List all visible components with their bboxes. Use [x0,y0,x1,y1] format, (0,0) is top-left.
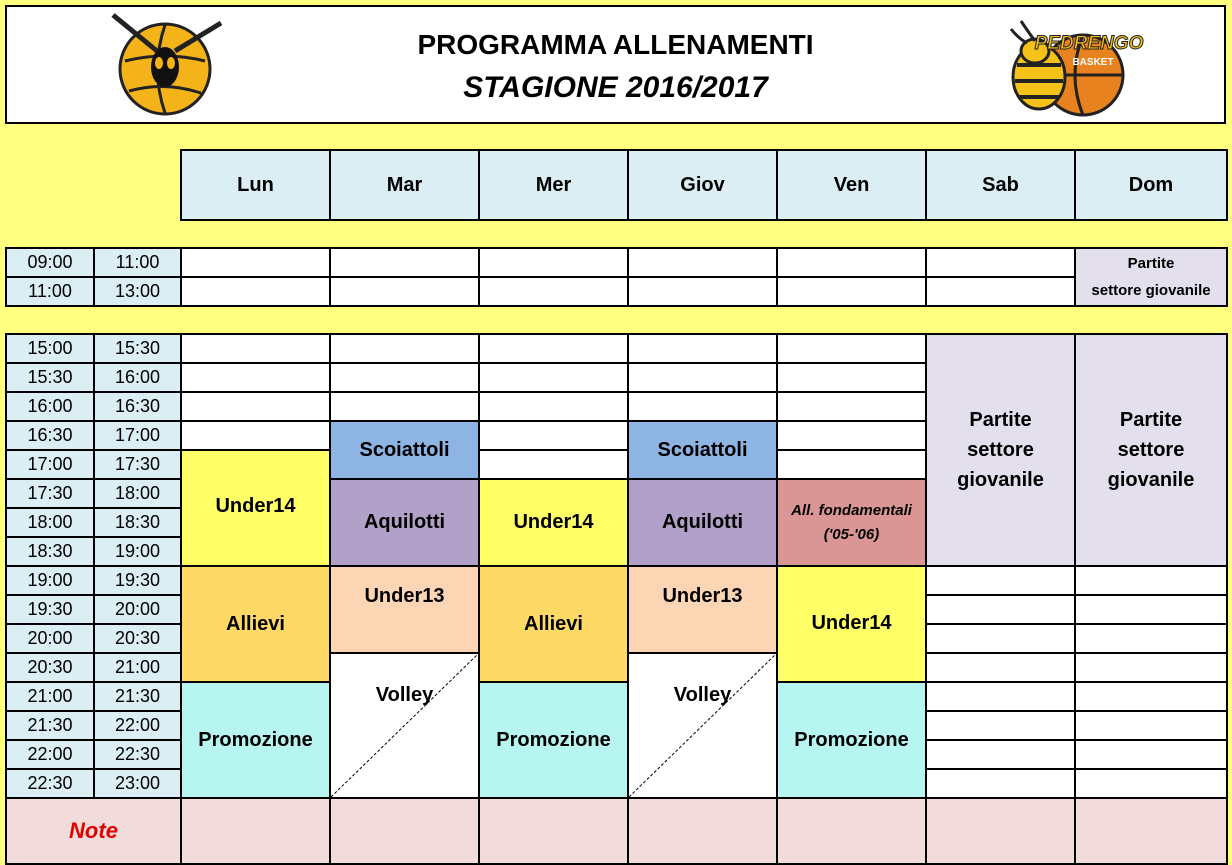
sunday-games [1075,334,1227,566]
volley-label: Volley [375,684,434,706]
tuesday-aquilotti: Aquilotti [330,479,479,566]
games-line2: settore [967,439,1034,461]
monday-under14: Under14 [181,450,330,566]
time-start: 09:00 [6,248,94,277]
time-end: 20:30 [94,624,181,653]
empty-cell [926,653,1075,682]
empty-cell [1075,769,1227,798]
time-end: 11:00 [94,248,181,277]
empty-cell [181,421,330,450]
time-end: 22:00 [94,711,181,740]
empty-cell [777,392,926,421]
days-header [180,149,1228,221]
wednesday-allievi: Allievi [479,566,628,682]
day-header-monday: Lun [181,150,330,220]
monday-promozione: Promozione [181,682,330,798]
empty-cell [777,450,926,479]
empty-cell [181,334,330,363]
games-line2: settore [1117,439,1185,461]
empty-cell [628,277,777,306]
wednesday-promozione: Promozione [479,682,628,798]
empty-cell [330,277,479,306]
empty-cell [479,248,628,277]
wednesday-under14: Under14 [479,479,628,566]
empty-cell [628,248,777,277]
thursday-aquilotti: Aquilotti [628,479,777,566]
time-end: 16:30 [94,392,181,421]
note-cell-tuesday[interactable] [330,798,479,864]
empty-cell [926,277,1075,306]
empty-cell [926,740,1075,769]
time-start: 22:00 [6,740,94,769]
time-end: 20:00 [94,595,181,624]
empty-cell [926,624,1075,653]
time-start: 16:30 [6,421,94,450]
empty-cell [1075,624,1227,653]
day-header-wednesday: Mer [479,150,628,220]
fondamentali-line2: ('05-'06) [823,525,880,543]
empty-cell [628,334,777,363]
saturday-games [926,334,1075,566]
time-start: 21:00 [6,682,94,711]
empty-cell [926,769,1075,798]
diagonal-strike [629,654,776,797]
empty-cell [1075,653,1227,682]
empty-cell [926,595,1075,624]
fondamentali-line1: All. fondamentali [791,501,912,519]
time-start: 16:00 [6,392,94,421]
time-end: 19:00 [94,537,181,566]
empty-cell [181,277,330,306]
empty-cell [1075,711,1227,740]
empty-cell [1075,682,1227,711]
time-start: 18:00 [6,508,94,537]
empty-cell [330,363,479,392]
time-start: 19:00 [6,566,94,595]
day-header-saturday: Sab [926,150,1075,220]
day-header-tuesday: Mar [330,150,479,220]
time-end: 16:00 [94,363,181,392]
tuesday-under13: Under13 [330,566,479,653]
empty-cell [926,682,1075,711]
monday-allievi: Allievi [181,566,330,682]
time-end: 17:30 [94,450,181,479]
games-line3: giovanile [957,469,1044,491]
day-header-friday: Ven [777,150,926,220]
header-banner [5,5,1226,124]
empty-cell [479,421,628,450]
empty-cell [181,392,330,421]
time-start: 20:30 [6,653,94,682]
day-header-sunday: Dom [1075,150,1227,220]
empty-cell [181,248,330,277]
season-subtitle: STAGIONE 2016/2017 [463,71,768,104]
games-label-line2: settore giovanile [1091,282,1211,299]
empty-cell [926,566,1075,595]
empty-cell [479,363,628,392]
empty-cell [628,392,777,421]
time-start: 20:00 [6,624,94,653]
empty-cell [479,392,628,421]
note-cell-wednesday[interactable] [479,798,628,864]
games-line1: Partite [1119,409,1183,431]
games-line3: giovanile [1107,469,1195,491]
empty-cell [1075,595,1227,624]
empty-cell [926,248,1075,277]
time-end: 22:30 [94,740,181,769]
friday-fondamentali [777,479,926,566]
time-start: 22:30 [6,769,94,798]
time-start: 15:30 [6,363,94,392]
time-start: 15:00 [6,334,94,363]
time-end: 23:00 [94,769,181,798]
time-end: 19:30 [94,566,181,595]
note-label: Note [6,798,181,864]
empty-cell [181,363,330,392]
volley-label: Volley [673,684,732,706]
logo-wordmark: PEDRENGO [1034,33,1144,54]
thursday-volley [628,653,777,798]
time-start: 11:00 [6,277,94,306]
empty-cell [330,248,479,277]
empty-cell [926,711,1075,740]
empty-cell [777,421,926,450]
empty-cell [777,277,926,306]
sunday-morning-games [1075,248,1227,306]
morning-schedule [5,247,1228,307]
note-cell-thursday[interactable] [628,798,777,864]
games-label-line1: Partite [1127,255,1175,272]
diagonal-strike [331,654,478,797]
empty-cell [479,334,628,363]
note-cell-sunday[interactable] [1075,798,1227,864]
note-cell-friday[interactable] [777,798,926,864]
games-line1: Partite [969,409,1032,431]
note-cell-saturday[interactable] [926,798,1075,864]
thursday-scoiattoli: Scoiattoli [628,421,777,479]
time-start: 18:30 [6,537,94,566]
time-end: 15:30 [94,334,181,363]
time-start: 17:30 [6,479,94,508]
empty-cell [479,277,628,306]
empty-cell [330,334,479,363]
empty-cell [479,450,628,479]
empty-cell [777,334,926,363]
time-end: 13:00 [94,277,181,306]
time-start: 19:30 [6,595,94,624]
empty-cell [1075,566,1227,595]
empty-cell [1075,740,1227,769]
time-end: 17:00 [94,421,181,450]
empty-cell [330,392,479,421]
time-end: 18:30 [94,508,181,537]
time-start: 21:30 [6,711,94,740]
friday-promozione: Promozione [777,682,926,798]
empty-cell [777,363,926,392]
page-title: PROGRAMMA ALLENAMENTI [417,29,814,60]
day-header-thursday: Giov [628,150,777,220]
time-end: 18:00 [94,479,181,508]
thursday-under13: Under13 [628,566,777,653]
friday-under14: Under14 [777,566,926,682]
time-end: 21:30 [94,682,181,711]
afternoon-schedule [5,333,1228,865]
time-end: 21:00 [94,653,181,682]
note-cell-monday[interactable] [181,798,330,864]
logo-subtext: BASKET [1072,57,1114,68]
time-start: 17:00 [6,450,94,479]
tuesday-scoiattoli: Scoiattoli [330,421,479,479]
tuesday-volley [330,653,479,798]
pedrengo-basket-logo [1005,15,1145,117]
empty-cell [777,248,926,277]
empty-cell [628,363,777,392]
